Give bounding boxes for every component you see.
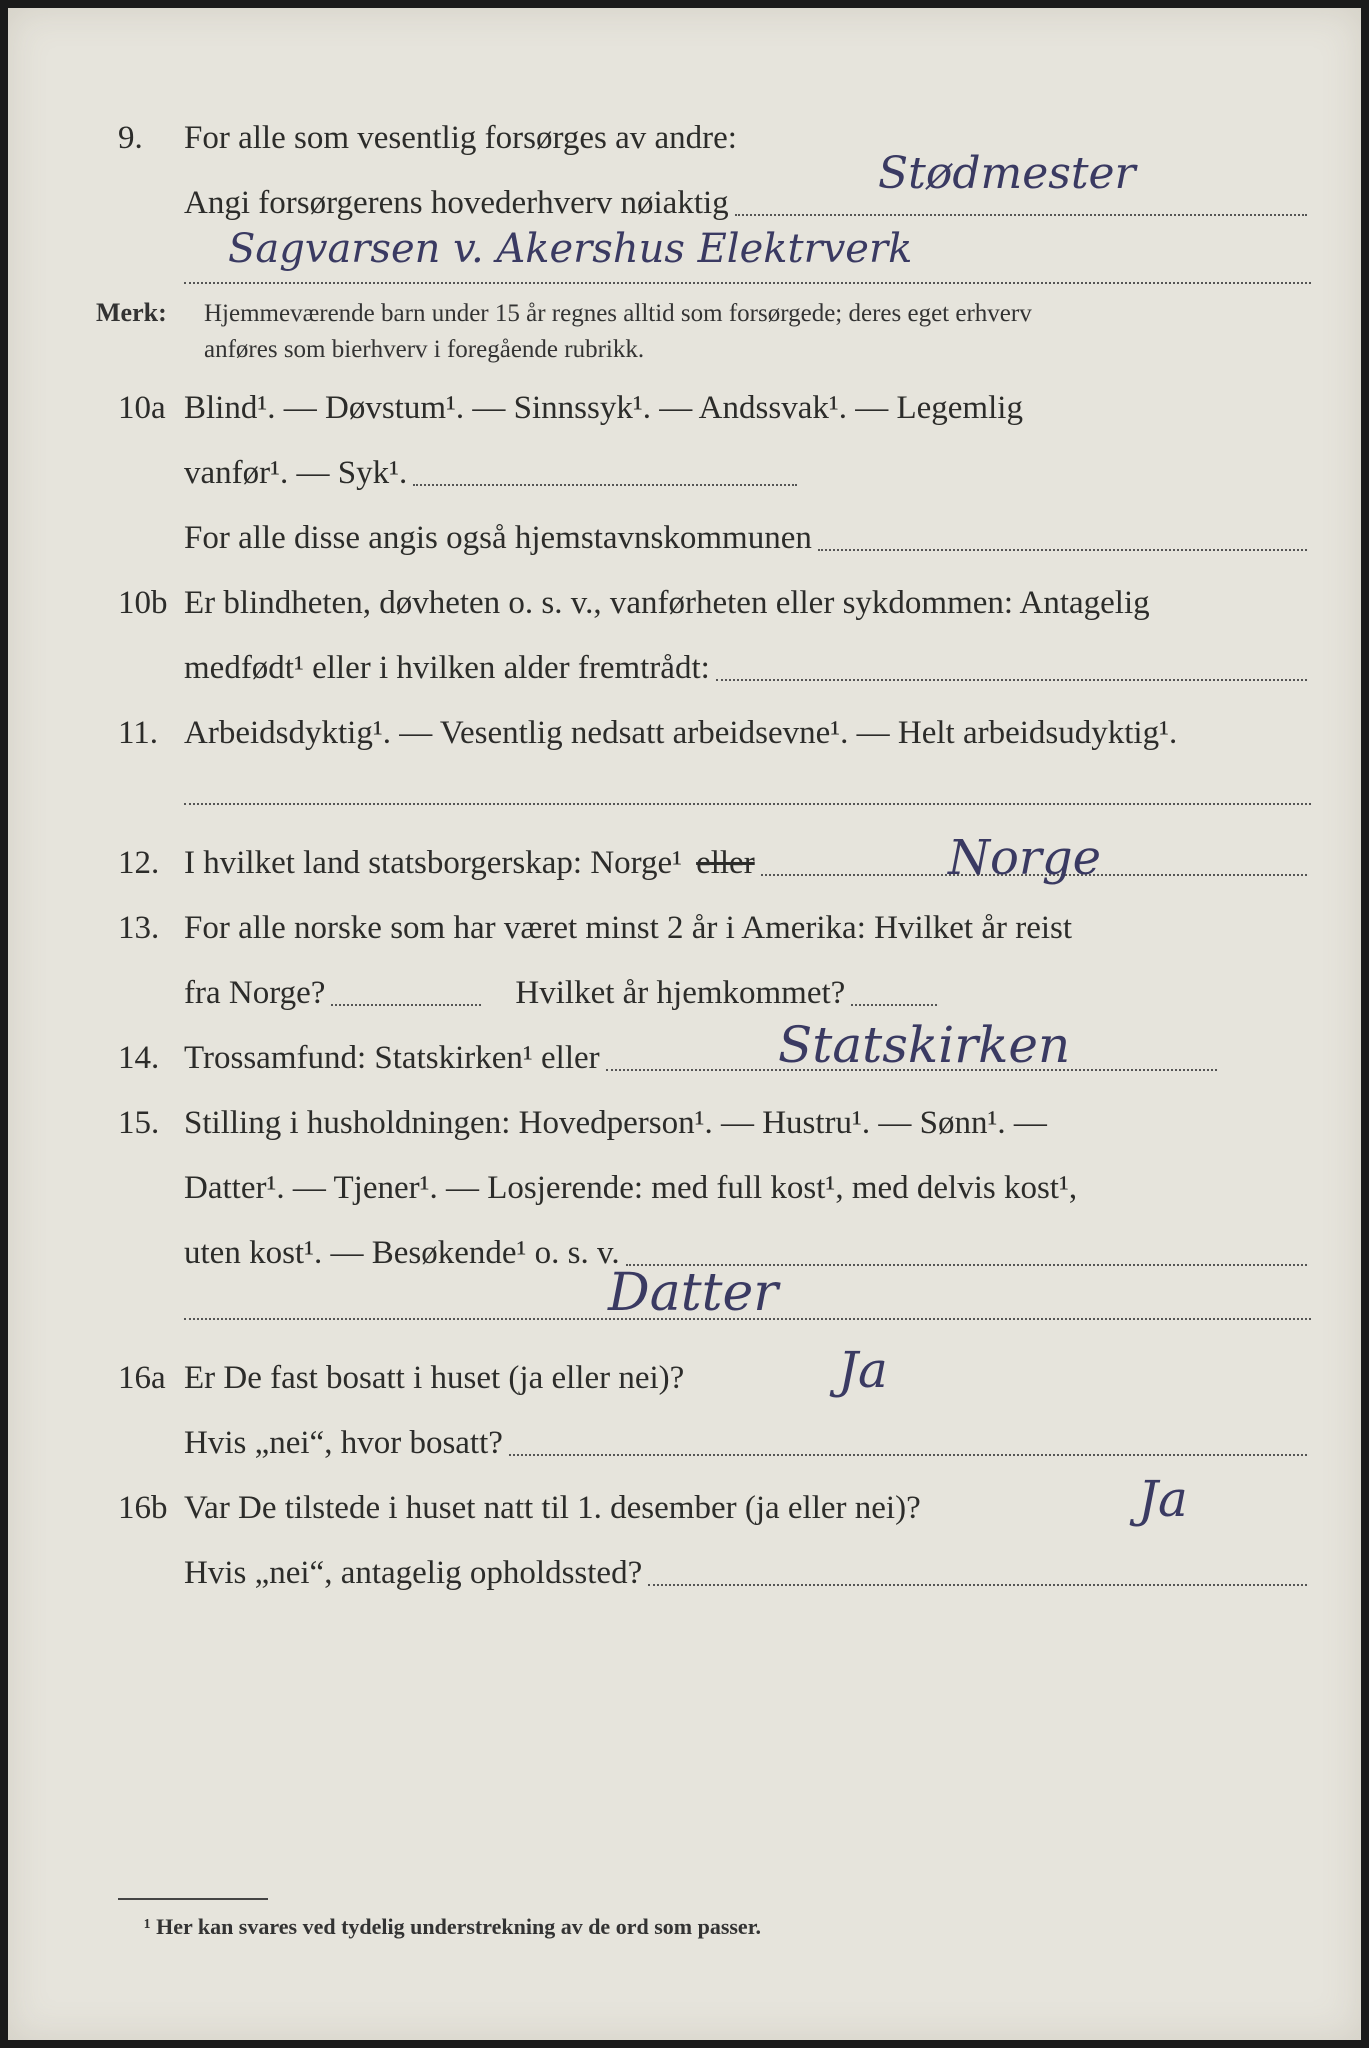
q14-label: Trossamfund: Statskirken¹ eller [184,1040,600,1076]
q16a-line1 [8,1353,1361,1403]
q14-handwriting: Statskirken [778,1016,1071,1074]
q16a-handwriting: Ja [838,1341,888,1399]
q16a-where-label: Hvis „nei“, hvor bosatt? [184,1425,503,1461]
merk-label: Merk: [96,298,167,327]
q10a-hjemstavn-label: For alle disse angis også hjemstavnskommunen [184,520,812,556]
q9-employer-field[interactable] [184,282,1311,284]
q10a-number: 10a [118,390,166,426]
q9-label: For alle som vesentlig forsørges av andre: [184,120,737,156]
merk-line1: Hjemmeværende barn under 15 år regnes alltid som forsørgede; deres eget erhverv [204,300,1032,327]
q13-line1 [8,903,1361,953]
q10a-line1 [8,383,1361,433]
q13-reist-field[interactable] [331,1004,481,1006]
q15-line2 [8,1163,1361,1213]
q16a-number: 16a [118,1360,166,1396]
q12-line [8,838,1361,888]
q15-line1 [8,1098,1361,1148]
q15-options-cont: Datter¹. — Tjener¹. — Losjerende: med full kost¹, med delvis kost¹, [184,1170,1078,1206]
q16b-where-label: Hvis „nei“, antagelig opholdssted? [184,1555,643,1591]
q10a-options: Blind¹. — Døvstum¹. — Sinnssyk¹. — Andssvak¹. — Legemlig [184,390,1023,426]
q14-line [8,1033,1361,1083]
merk-line2: anføres som bierhverv i foregående rubrikk. [204,336,645,363]
q10b-number: 10b [118,585,168,621]
census-form-page [8,8,1361,2040]
q12-handwriting: Norge [948,830,1101,886]
q11-number: 11. [118,715,159,751]
q13-question: For alle norske som har været minst 2 år i Amerika: Hvilket år reist [184,910,1073,946]
q9-employer-handwriting: Sagvarsen v. Akershus Elektrverk [228,226,913,272]
q16b-where-field[interactable] [648,1584,1307,1586]
q13-line2 [8,968,1361,1018]
q10a-options-cont: vanfør¹. — Syk¹. [184,455,408,491]
q13-reist-label: fra Norge? [184,975,326,1011]
q10a-line2 [8,448,1361,498]
q16b-handwriting: Ja [1138,1470,1188,1528]
q13-hjemkommet-field[interactable] [851,1004,937,1006]
q16b-question: Var De tilstede i huset natt til 1. desember (ja eller nei)? [184,1490,921,1526]
q9-occupation-handwriting: Stødmester [878,148,1136,199]
q10b-question-cont: medfødt¹ eller i hvilken alder fremtrådt: [184,650,710,686]
q15-handwriting: Datter [608,1263,779,1323]
q16a-question: Er De fast bosatt i huset (ja eller nei)? [184,1360,685,1396]
footnote-rule [118,1898,268,1900]
q10a-field[interactable] [413,484,797,486]
q10a-hjemstavn-field[interactable] [818,549,1307,551]
q14-number: 14. [118,1040,160,1076]
q16b-line2 [8,1548,1361,1598]
q15-options: Stilling i husholdningen: Hovedperson¹. — Hustru¹. — Sønn¹. — [184,1105,1047,1141]
q9-number: 9. [118,120,143,156]
q10b-line1 [8,578,1361,628]
footnote: ¹ Her kan svares ved tydelig understrekning av de ord som passer. [144,1914,761,1939]
q11-line1 [8,708,1361,758]
q9-occupation-label: Angi forsørgerens hovederhverv nøiaktig [184,185,729,221]
q16b-number: 16b [118,1490,168,1526]
q10b-line2 [8,643,1361,693]
q10b-question: Er blindheten, døvheten o. s. v., vanførheten eller sykdommen: Antagelig [184,585,1150,621]
q10a-line3 [8,513,1361,563]
q11-options: Arbeidsdyktig¹. — Vesentlig nedsatt arbeidsevne¹. — Helt arbeidsudyktig¹. [184,715,1178,751]
q12-number: 12. [118,845,160,881]
q12-eller-struck: eller [696,845,755,881]
q13-number: 13. [118,910,160,946]
q9-line1 [8,113,1361,163]
q13-hjemkommet-label: Hvilket år hjemkommet? [515,975,846,1011]
q12-label: I hvilket land statsborgerskap: Norge¹ [184,845,683,881]
q11-field[interactable] [184,803,1311,805]
q16a-line2 [8,1418,1361,1468]
q16a-where-field[interactable] [509,1454,1307,1456]
q10b-field[interactable] [716,679,1307,681]
q9-occupation-field[interactable] [735,214,1307,216]
q15-number: 15. [118,1105,160,1141]
q15-options-end: uten kost¹. — Besøkende¹ o. s. v. [184,1235,620,1271]
q9-line2 [8,178,1361,228]
